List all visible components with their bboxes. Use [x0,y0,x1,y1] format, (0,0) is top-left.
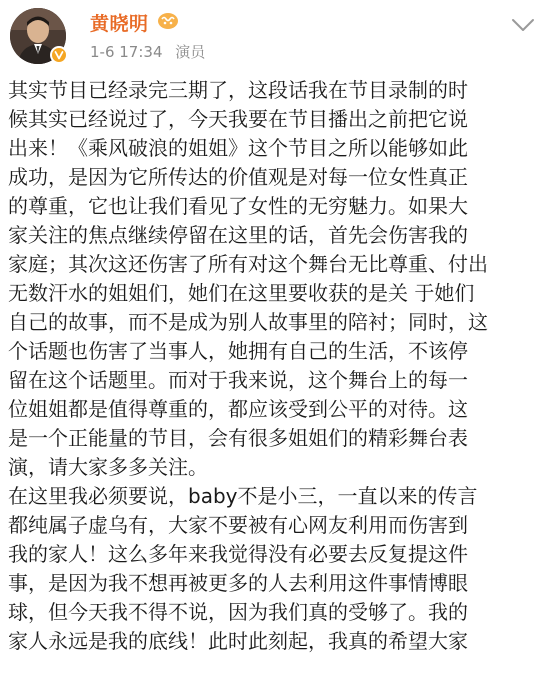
post-paragraph-2: 在这里我必须要说，baby不是小三，一直以来的传言 都纯属子虚乌有，大家不要被有心网友利用而伤害到 我的家人！这么多年来我觉得没有必要去反复提这件 事，是因为我不想再被更多的人去利用这件事情博眼 球，但今天我不得不说，因为我们真的受够了。我的 家人永远是我的底线！此时此刻起，我真的希望大家 [8,484,478,653]
post-timestamp: 1-6 17:34 [90,43,163,61]
post-header [0,0,550,72]
author-name[interactable]: 黄晓明 [90,13,149,35]
vip-member-icon[interactable] [157,12,179,30]
post-body [8,76,538,656]
identity-tag: 演员 [175,43,206,61]
chevron-down-icon[interactable] [510,14,536,36]
post-meta [90,41,205,62]
verified-v-icon [50,46,68,64]
post-paragraph-1: 其实节目已经录完三期了，这段话我在节目录制的时 候其实已经说过了，今天我要在节目播出之前把它说 出来！《乘风破浪的姐姐》这个节目之所以能够如此 成功，是因为它所传达的价值观是对每一位女性真正 的尊重，它也让我们看见了女性的无穷魅力。如果大 家关注的焦点继续停留在这里的话，首先会伤害我的 家庭；其次这还伤害了所有对这个舞台无比尊重、付出 无数汗水的姐姐们，她们在这里要收获的是关 于她们 自己的故事，而不是成为别人故事里的陪衬；同时，这 个话题也伤害了当事人，她拥有自己的生活，不该停 留在这个话题里。而对于我来说，这个舞台上的每一 位姐姐都是值得尊重的，都应该受到公平的对待。这 是一个正能量的节目，会有很多姐姐们的精彩舞台表 演，请大家多多关注。 [8,78,488,479]
